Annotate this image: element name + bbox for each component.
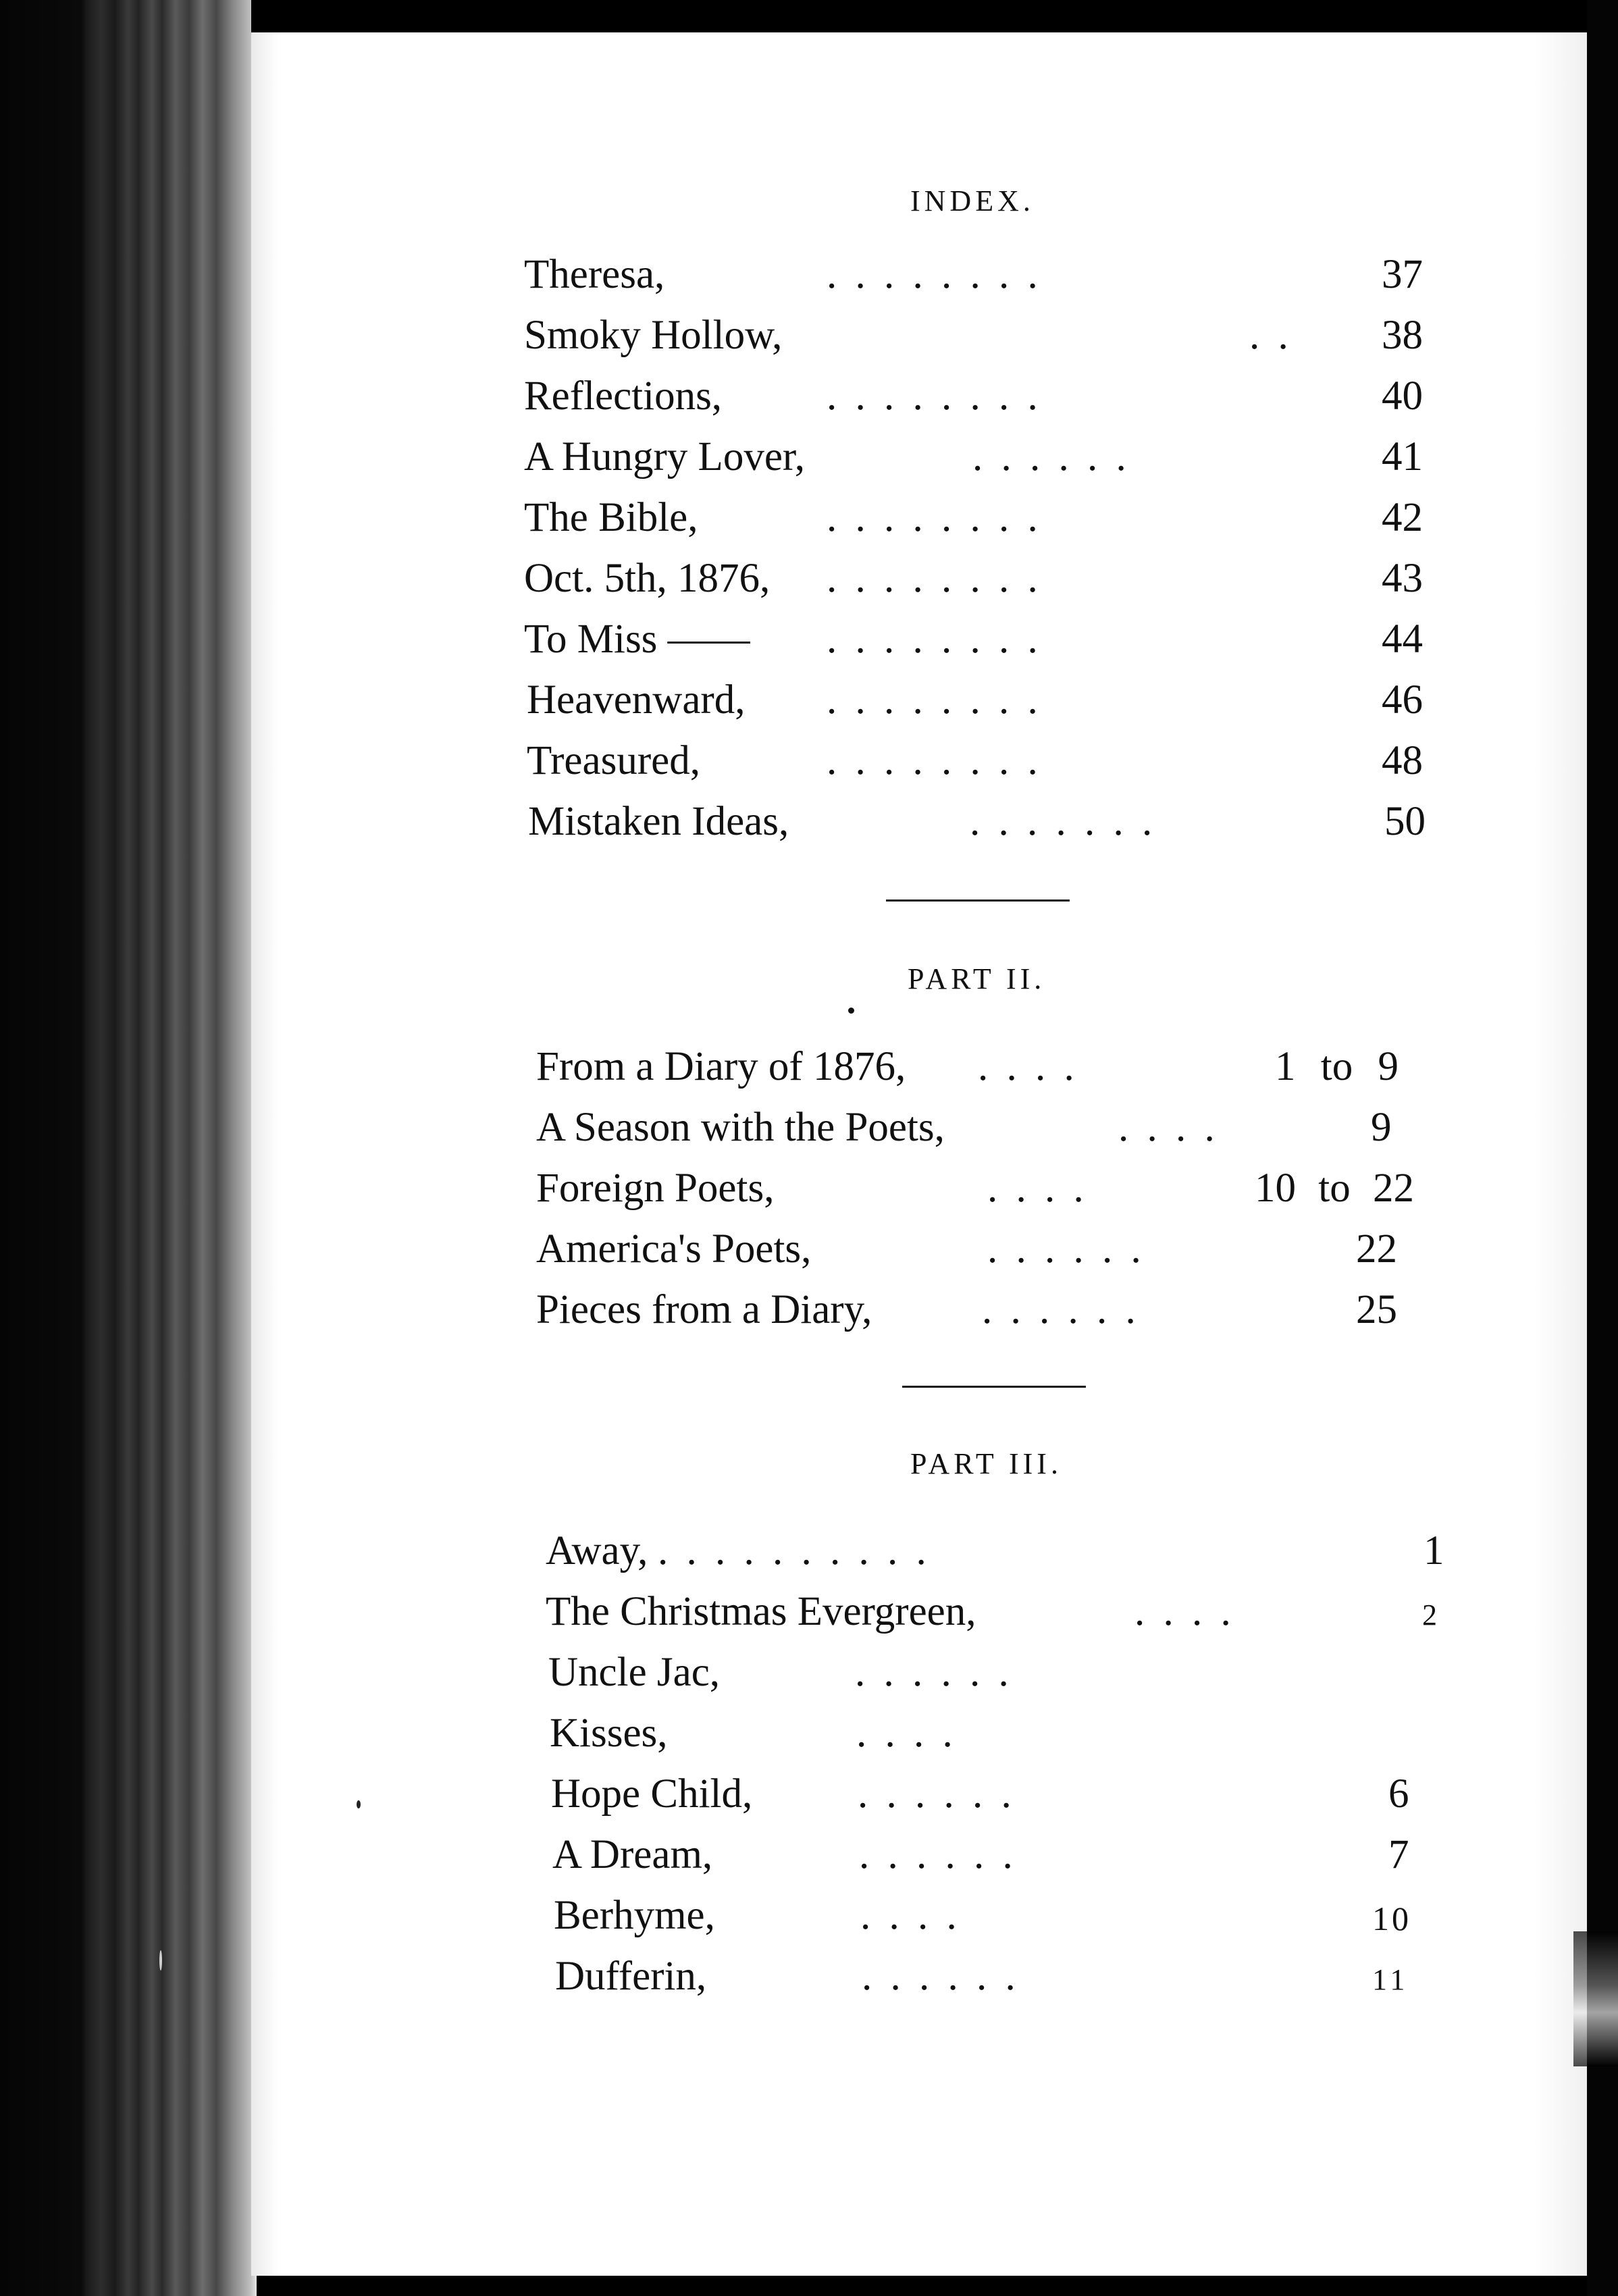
book-page-edges	[0, 0, 257, 2296]
index-heading: INDEX.	[910, 184, 1035, 217]
entry-title: To Miss ——	[524, 617, 750, 662]
index-entry	[524, 494, 1436, 555]
entry-leader-dots: . . . . . . . .	[827, 373, 1042, 419]
entry-title: Dufferin,	[555, 1954, 707, 1999]
entry-leader-dots: . . . .	[978, 1044, 1078, 1089]
index-entry	[536, 1226, 1448, 1286]
index-entry	[524, 251, 1436, 312]
index-entry	[536, 1286, 1448, 1347]
entry-leader-dots: . . . . . . . . . .	[658, 1528, 931, 1573]
entry-title: The Bible,	[524, 495, 698, 540]
index-entry	[550, 1710, 1461, 1771]
index-entry	[552, 1831, 1464, 1892]
index-entry	[551, 1771, 1463, 1831]
entry-page-number: 1	[1424, 1528, 1444, 1573]
entry-page-number: 6	[1388, 1771, 1409, 1817]
entry-page-number: 9	[1371, 1105, 1392, 1150]
ornament-dot	[848, 1008, 854, 1014]
section-divider	[902, 1386, 1086, 1388]
entry-page-number: 48	[1382, 738, 1423, 783]
entry-leader-dots: . . . . . .	[859, 1832, 1017, 1877]
entry-title: Reflections,	[524, 373, 723, 419]
entry-leader-dots: . . . . . . . .	[827, 556, 1042, 601]
entry-leader-dots: . .	[1249, 313, 1293, 358]
index-entry	[524, 616, 1436, 677]
entry-title: Oct. 5th, 1876,	[524, 556, 771, 601]
entry-leader-dots: . . . . . . . .	[827, 738, 1042, 783]
entry-title: Treasured,	[527, 738, 700, 783]
entry-page-number: 50	[1384, 799, 1426, 844]
index-entry	[524, 555, 1436, 616]
entry-leader-dots: . . . . . . . .	[827, 252, 1042, 297]
index-entry	[524, 312, 1436, 373]
section-divider	[886, 899, 1070, 902]
entry-title: A Season with the Poets,	[536, 1105, 945, 1150]
entry-title: Hope Child,	[551, 1771, 753, 1817]
entry-leader-dots: . . . . . .	[858, 1771, 1016, 1817]
entry-title: A Dream,	[552, 1832, 713, 1877]
entry-title: Heavenward,	[527, 677, 746, 723]
entry-title: Smoky Hollow,	[524, 313, 783, 358]
entry-leader-dots: . . . .	[860, 1893, 961, 1938]
entry-leader-dots: . . . .	[856, 1711, 957, 1756]
index-entry	[546, 1588, 1457, 1649]
entry-leader-dots: . . . . . .	[972, 434, 1130, 479]
entry-leader-dots: . . . . . .	[987, 1226, 1145, 1272]
entry-leader-dots: . . . .	[1118, 1105, 1219, 1150]
entry-page-number: 10	[1372, 1900, 1411, 1937]
entry-title: Mistaken Ideas,	[528, 799, 789, 844]
entry-page-number: 42	[1382, 495, 1423, 540]
index-entry	[555, 1953, 1467, 2014]
print-speck	[357, 1800, 361, 1808]
entry-page-number: 40	[1382, 373, 1423, 419]
index-entry	[546, 1528, 1457, 1588]
entry-page-number: 1 to 9	[1275, 1044, 1399, 1089]
entry-leader-dots: . . . . . . .	[970, 799, 1157, 844]
top-shadow	[251, 0, 1595, 32]
index-entry	[536, 1165, 1448, 1226]
entry-page-number: 10 to 22	[1255, 1166, 1414, 1211]
index-entry	[527, 677, 1438, 737]
entry-page-number: 44	[1382, 617, 1423, 662]
entry-leader-dots: . . . . . .	[982, 1287, 1140, 1332]
part-heading: PART III.	[910, 1447, 1062, 1480]
entry-title: Uncle Jac,	[548, 1650, 721, 1695]
entry-leader-dots: . . . . . . . .	[827, 677, 1042, 723]
entry-title: America's Poets,	[536, 1226, 812, 1272]
entry-page-number: 38	[1382, 313, 1423, 358]
entry-page-number: 37	[1382, 252, 1423, 297]
entry-page-number: 2	[1422, 1598, 1437, 1632]
entry-title: A Hungry Lover,	[524, 434, 806, 479]
entry-title: Away,	[546, 1528, 648, 1573]
entry-title: Theresa,	[524, 252, 665, 297]
entry-leader-dots: . . . . . . . .	[827, 495, 1042, 540]
entry-leader-dots: . . . .	[987, 1166, 1088, 1211]
index-entry	[554, 1892, 1465, 1953]
index-entry	[548, 1649, 1460, 1710]
entry-title: Pieces from a Diary,	[536, 1287, 872, 1332]
entry-page-number: 11	[1372, 1963, 1409, 1996]
print-speck	[159, 1950, 162, 1971]
entry-title: Berhyme,	[554, 1893, 715, 1938]
index-entry	[528, 798, 1440, 859]
entry-title: Foreign Poets,	[536, 1166, 775, 1211]
index-entry	[524, 434, 1436, 494]
facing-page-sliver	[1573, 1931, 1618, 2066]
entry-leader-dots: . . . . . . . .	[827, 617, 1042, 662]
part-heading: PART II.	[908, 962, 1046, 995]
entry-page-number: 43	[1382, 556, 1423, 601]
index-entry	[536, 1043, 1448, 1104]
entry-leader-dots: . . . .	[1134, 1589, 1235, 1634]
entry-page-number: 22	[1356, 1226, 1397, 1272]
entry-page-number: 25	[1356, 1287, 1397, 1332]
entry-page-number: 46	[1382, 677, 1423, 723]
entry-title: Kisses,	[550, 1711, 668, 1756]
index-entry	[536, 1104, 1448, 1165]
entry-page-number: 7	[1388, 1832, 1409, 1877]
index-entry	[524, 373, 1436, 434]
entry-title: From a Diary of 1876,	[536, 1044, 906, 1089]
entry-leader-dots: . . . . . .	[855, 1650, 1013, 1695]
entry-page-number: 41	[1382, 434, 1423, 479]
entry-leader-dots: . . . . . .	[862, 1954, 1020, 1999]
index-entry	[527, 737, 1438, 798]
entry-title: The Christmas Evergreen,	[546, 1589, 976, 1634]
